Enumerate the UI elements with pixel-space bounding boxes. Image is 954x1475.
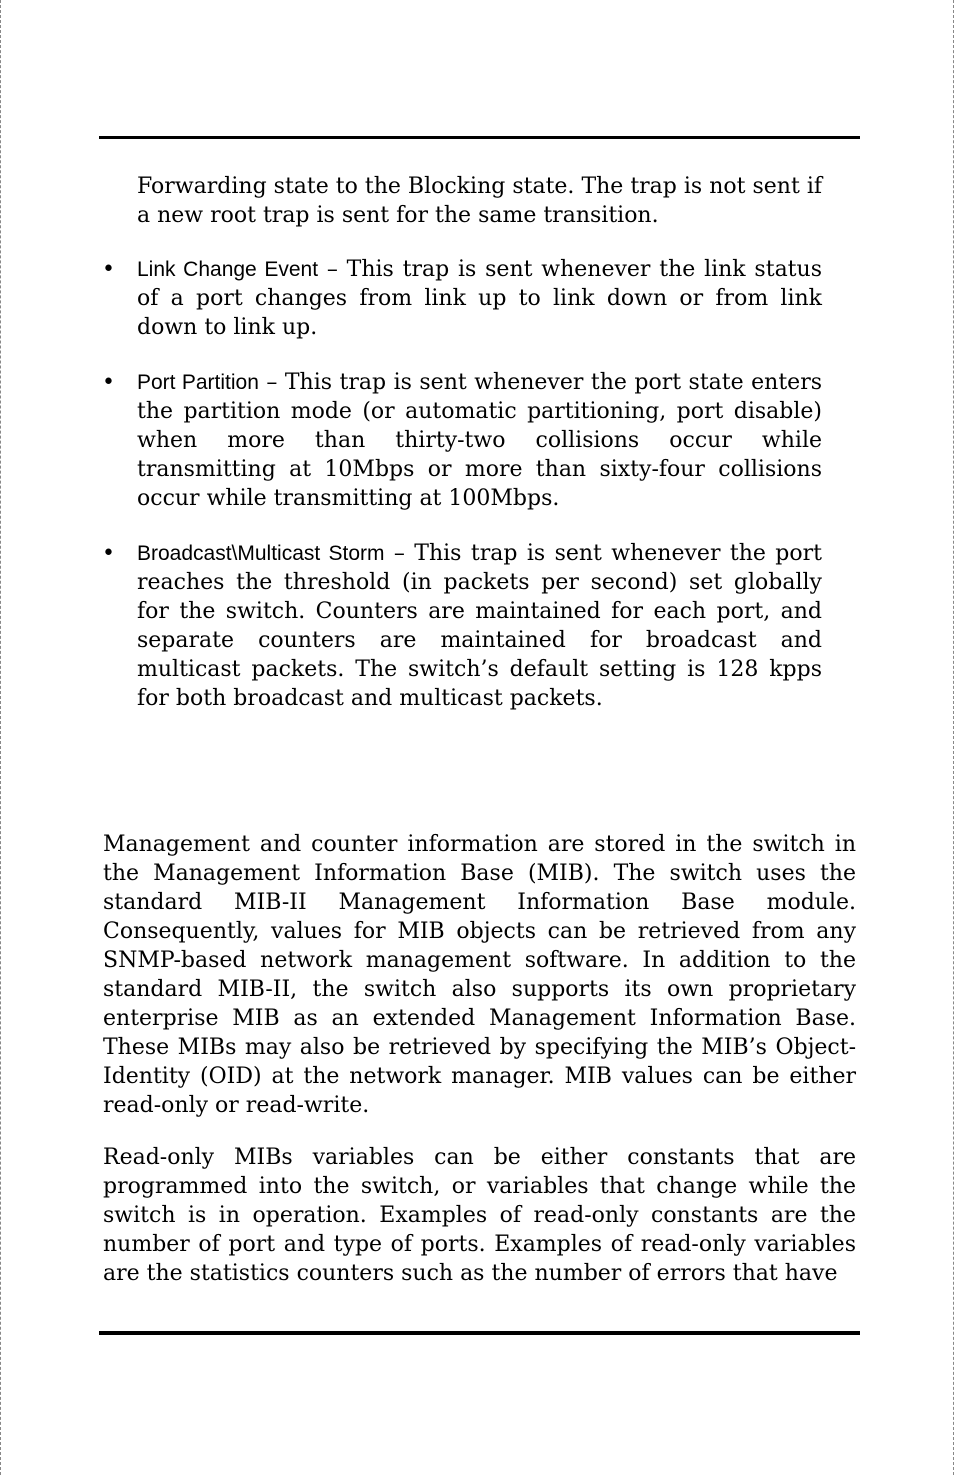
trap-item-link-change bbox=[99, 255, 822, 342]
mib-paragraph: Management and counter information are stored in the switch in the Management Information Base (MIB). The switch uses the standard MIB-II Management Information Base module. Consequently, values for MIB objects can be retrieved from any SNMP-based network management software. In addition to the standard MIB-II, the switch also supports its own proprietary enterprise MIB as an extended Management Information Base. These MIBs may also be retrieved by specifying the MIB’s Object-Identity (OID) at the network manager. MIB values can be either read-only or read-write. bbox=[103, 832, 856, 1118]
bullet-icon: • bbox=[102, 370, 115, 395]
trap-description: – This trap is sent whenever the link status of a port changes from link up to link down or from link down to link up. bbox=[137, 257, 822, 340]
trap-term: Port Partition bbox=[137, 371, 259, 394]
trap-item-port-partition bbox=[99, 368, 822, 513]
header-rule bbox=[99, 136, 860, 139]
trap-description: – This trap is sent whenever the port reaches the threshold (in packets per second) set globally for the switch. Counters are maintained for each port, and separate counters are maintained for broadcast and multicast packets. The switch’s default setting is 128 kpps for both broadcast and multicast packets. bbox=[137, 541, 822, 711]
trap-item-storm bbox=[99, 539, 822, 713]
page-edge-left bbox=[0, 0, 1, 1475]
bullet-icon: • bbox=[102, 541, 115, 566]
footer-rule bbox=[99, 1331, 860, 1335]
read-only-paragraph: Read-only MIBs variables can be either constants that are programmed into the switch, or variables that change while the switch is in operation. Examples of read-only constants are the number of port and type of ports. Examples of read-only variables are the statistics counters such as the number of errors that have bbox=[103, 1145, 856, 1286]
trap-term: Broadcast\Multicast Storm bbox=[137, 542, 385, 565]
trap-description: – This trap is sent whenever the port state enters the partition mode (or automatic partitioning, port disable) when more than thirty-two collisions occur while transmitting at 10Mbps or more than sixty-four collisions occur while transmitting at 100Mbps. bbox=[137, 370, 823, 511]
bullet-icon: • bbox=[102, 257, 115, 282]
trap-list bbox=[99, 255, 822, 739]
intro-continuation: Forwarding state to the Blocking state. The trap is not sent if a new root trap is sent for the same transition. bbox=[137, 174, 822, 228]
trap-term: Link Change Event bbox=[137, 258, 319, 281]
